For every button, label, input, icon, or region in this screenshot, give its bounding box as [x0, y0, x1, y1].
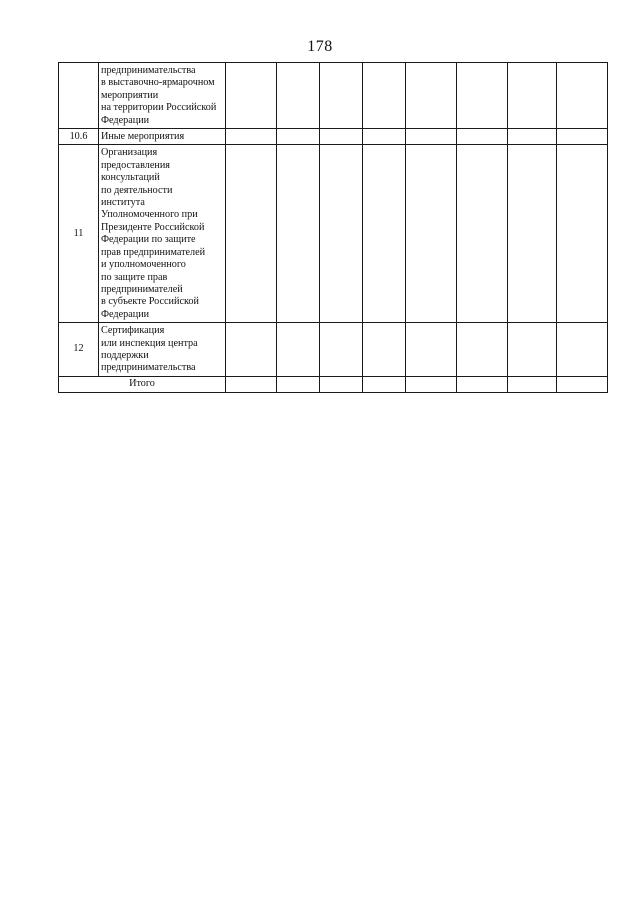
row-number: 10.6 — [59, 129, 99, 145]
value-cell — [406, 129, 457, 145]
value-cell — [557, 145, 608, 323]
row-description: Сертификация или инспекция центра поддержки предпринимательства — [99, 323, 226, 377]
value-cell — [363, 129, 406, 145]
total-cell — [277, 377, 320, 393]
value-cell — [406, 323, 457, 377]
value-cell — [363, 323, 406, 377]
value-cell — [557, 323, 608, 377]
total-cell — [557, 377, 608, 393]
total-cell — [320, 377, 363, 393]
value-cell — [226, 145, 277, 323]
table-row — [59, 323, 608, 377]
value-cell — [320, 63, 363, 129]
value-cell — [226, 323, 277, 377]
total-cell — [406, 377, 457, 393]
value-cell — [457, 145, 508, 323]
value-cell — [457, 63, 508, 129]
value-cell — [277, 129, 320, 145]
page-number: 178 — [307, 38, 333, 55]
total-cell — [363, 377, 406, 393]
value-cell — [406, 63, 457, 129]
value-cell — [277, 145, 320, 323]
value-cell — [363, 145, 406, 323]
row-description: предпринимательства в выставочно-ярмарочном мероприятии на территории Российской Федерации — [99, 63, 226, 129]
total-cell — [457, 377, 508, 393]
value-cell — [508, 63, 557, 129]
total-row — [59, 377, 608, 393]
value-cell — [363, 63, 406, 129]
table-row — [59, 145, 608, 323]
table-row — [59, 63, 608, 129]
value-cell — [226, 129, 277, 145]
value-cell — [226, 63, 277, 129]
budget-table — [58, 62, 608, 393]
row-description: Иные мероприятия — [99, 129, 226, 145]
value-cell — [557, 129, 608, 145]
total-label: Итого — [59, 377, 226, 393]
value-cell — [277, 63, 320, 129]
value-cell — [320, 145, 363, 323]
value-cell — [457, 323, 508, 377]
row-number: 12 — [59, 323, 99, 377]
value-cell — [508, 129, 557, 145]
value-cell — [320, 323, 363, 377]
table-row — [59, 129, 608, 145]
value-cell — [320, 129, 363, 145]
value-cell — [457, 129, 508, 145]
row-number — [59, 63, 99, 129]
total-cell — [226, 377, 277, 393]
value-cell — [508, 323, 557, 377]
value-cell — [508, 145, 557, 323]
row-number: 11 — [59, 145, 99, 323]
value-cell — [557, 63, 608, 129]
row-description: Организация предоставления консультаций по деятельности института Уполномоченного при Президенте Российской Федерации по защите прав предпринимателей и уполномоченного по защите прав предпринимателей в субъекте Российской Федерации — [99, 145, 226, 323]
value-cell — [277, 323, 320, 377]
total-cell — [508, 377, 557, 393]
value-cell — [406, 145, 457, 323]
